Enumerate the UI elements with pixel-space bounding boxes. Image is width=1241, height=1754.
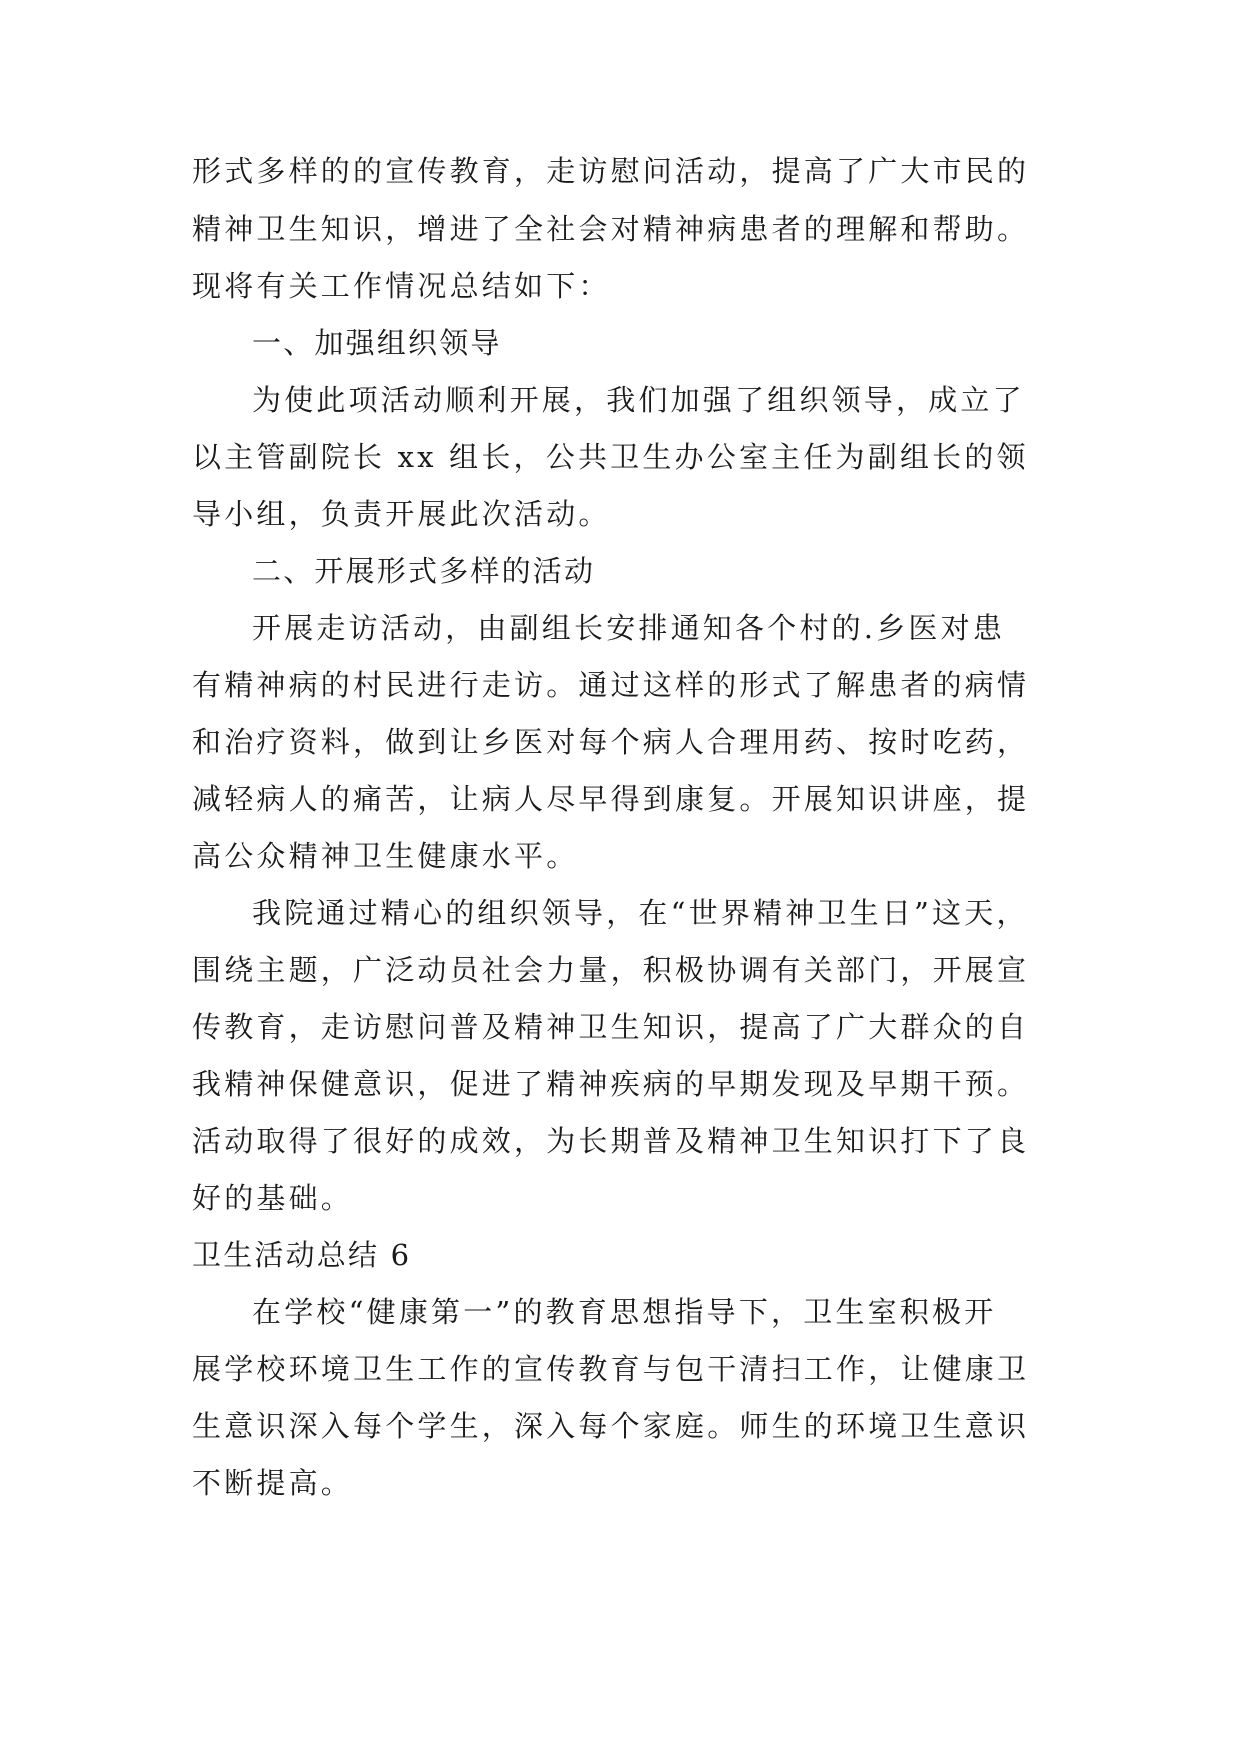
body-text-line: 有精神病的村民进行走访。通过这样的形式了解患者的病情 (192, 668, 1030, 702)
body-text-line: 形式多样的的宣传教育，走访慰问活动，提高了广大市民的 (192, 154, 1030, 188)
body-text-line: 减轻病人的痛苦，让病人尽早得到康复。开展知识讲座，提 (192, 782, 1030, 816)
body-text-line: 为使此项活动顺利开展，我们加强了组织领导，成立了 (252, 383, 1025, 417)
body-text-line: 精神卫生知识，增进了全社会对精神病患者的理解和帮助。 (192, 212, 1030, 246)
body-text-line: 在学校“健康第一”的教育思想指导下，卫生室积极开 (252, 1295, 997, 1329)
body-text-line: 我精神保健意识，促进了精神疾病的早期发现及早期干预。 (192, 1067, 1030, 1101)
body-text-line: 生意识深入每个学生，深入每个家庭。师生的环境卫生意识 (192, 1409, 1030, 1443)
body-text-line: 以主管副院长 xx 组长，公共卫生办公室主任为副组长的领 (192, 440, 1029, 474)
body-text-line: 和治疗资料，做到让乡医对每个病人合理用药、按时吃药， (192, 725, 1030, 759)
section-heading: 一、加强组织领导 (252, 326, 502, 360)
body-text-line: 导小组，负责开展此次活动。 (192, 497, 611, 531)
body-text-line: 传教育，走访慰问普及精神卫生知识，提高了广大群众的自 (192, 1010, 1030, 1044)
body-text-line: 我院通过精心的组织领导，在“世界精神卫生日”这天， (252, 896, 1029, 930)
section-heading: 二、开展形式多样的活动 (252, 554, 596, 588)
body-text-line: 围绕主题，广泛动员社会力量，积极协调有关部门，开展宣 (192, 953, 1030, 987)
body-text-line: 不断提高。 (192, 1466, 354, 1500)
article-title: 卫生活动总结 6 (192, 1238, 412, 1272)
body-text-line: 高公众精神卫生健康水平。 (192, 839, 579, 873)
body-text-line: 好的基础。 (192, 1181, 354, 1215)
body-text-line: 活动取得了很好的成效，为长期普及精神卫生知识打下了良 (192, 1124, 1030, 1158)
body-text-line: 现将有关工作情况总结如下： (192, 269, 611, 303)
body-text-line: 开展走访活动，由副组长安排通知各个村的.乡医对患 (252, 611, 1006, 645)
body-text-line: 展学校环境卫生工作的宣传教育与包干清扫工作，让健康卫 (192, 1352, 1030, 1386)
